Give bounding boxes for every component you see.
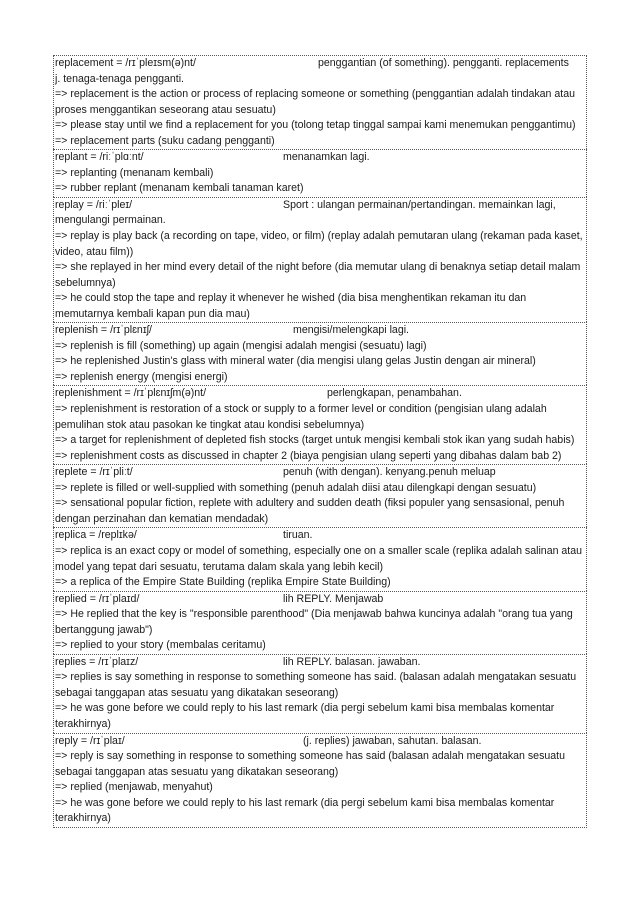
entry-definition: Sport : ulangan permainan/pertandingan. memainkan lagi, (283, 198, 556, 211)
entry-definition: (j. replies) jawaban, sahutan. balasan. (303, 734, 482, 747)
entry-term: replenish = /rɪˈplɛnɪʃ/ (55, 324, 152, 337)
entry-line: => replenishment costs as discussed in chapter 2 (biaya pengisian ulang seperti yang dibahas dalam bab 2) (55, 449, 562, 462)
entry-definition: lih REPLY. Menjawab (283, 592, 384, 605)
entry-term: replies = /rɪˈplaɪz/ (55, 655, 139, 668)
entry-line: mengulangi permainan. (55, 214, 166, 227)
entry-term: replay = /riːˈpleɪ/ (55, 198, 133, 211)
entry-line: => replete is filled or well-supplied with something (penuh adalah diisi atau dilengkapi dengan sesuatu) (55, 481, 537, 494)
dictionary-entry (53, 385, 587, 464)
dictionary-entry (53, 197, 587, 322)
entry-line: => replies is say something in response to something someone has said. (balasan adalah mengatakan sesuatu sebagai tanggapan atas sesuatu yang dikatakan seseorang) (55, 671, 577, 699)
entry-line: => replica is an exact copy or model of something, especially one on a smaller scale (replika adalah salinan atau model yang tepat dari sesuatu, terutama dalam skala yang lebih kecil) (55, 544, 583, 573)
entry-headline (55, 386, 584, 402)
dictionary-entry (53, 527, 587, 590)
entry-line: => replacement parts (suku cadang pengganti) (55, 134, 275, 147)
dictionary-entry (53, 654, 587, 733)
entry-line: => replied (menjawab, menyahut) (55, 781, 213, 794)
entry-headline (55, 528, 584, 544)
entry-line: => replanting (menanam kembali) (55, 166, 214, 179)
dictionary-entry (53, 591, 587, 654)
dictionary-entry (53, 149, 587, 197)
entry-line: => replenish energy (mengisi energi) (55, 370, 228, 383)
entry-definition: perlengkapan, penambahan. (327, 387, 462, 400)
entry-term: replant = /riːˈplɑːnt/ (55, 151, 144, 164)
entry-definition: mengisi/melengkapi lagi. (293, 324, 410, 337)
entry-term: reply = /rɪˈplaɪ/ (55, 734, 125, 747)
entry-line: => replay is play back (a recording on tape, video, or film) (replay adalah pemutaran ulang (rekaman pada kaset, video, atau film)) (55, 230, 583, 258)
entry-term: replica = /replɪkə/ (55, 529, 137, 542)
entry-line: => reply is say something in response to something someone has said (balasan adalah mengatakan sesuatu sebagai tanggapan atas sesuatu yang dikatakan seseorang) (55, 750, 565, 778)
dictionary-entry (53, 55, 587, 149)
entry-headline (55, 323, 584, 339)
entry-definition: menanamkan lagi. (283, 151, 370, 164)
entry-line: => he could stop the tape and replay it whenever he wished (dia bisa menghentikan rekaman itu dan memutarnya kembali kapan pun dia mau) (55, 292, 527, 320)
entry-term: replacement = /rɪˈpleɪsm(ə)nt/ (55, 57, 196, 69)
entry-line: => rubber replant (menanam kembali tanaman karet) (55, 182, 304, 195)
entry-line: => he replenished Justin's glass with mineral water (dia mengisi ulang gelas Justin dengan air mineral) (55, 355, 536, 368)
entry-definition: lih REPLY. balasan. jawaban. (283, 655, 421, 668)
entry-headline (55, 734, 584, 750)
entry-line: => replenishment is restoration of a stock or supply to a former level or condition (pengisian ulang adalah pemulihan stok atau pasokan ke tingkat atau kondisi sebelumnya) (55, 403, 547, 431)
entry-line: => a replica of the Empire State Building (replika Empire State Building) (55, 576, 391, 589)
entry-line: => sensational popular fiction, replete with adultery and sudden death (fiksi populer yang sensasional, penuh dengan perzinahan dan kematian mendadak) (55, 497, 565, 525)
entry-definition: penuh (with dengan). kenyang.penuh meluap (283, 466, 496, 479)
entry-headline (55, 592, 584, 608)
entry-line: j. tenaga-tenaga pengganti. (55, 72, 184, 85)
entry-term: replete = /rɪˈpliːt/ (55, 466, 133, 479)
entry-headline (55, 56, 584, 72)
entry-line: => a target for replenishment of depleted fish stocks (target untuk mengisi kembali stok ikan yang sudah habis) (55, 434, 575, 447)
dictionary-page (53, 55, 587, 828)
entry-headline (55, 150, 584, 166)
entry-line: => he was gone before we could reply to his last remark (dia pergi sebelum kami bisa membalas komentar terakhirnya) (55, 796, 555, 825)
entry-definition: penggantian (of something). pengganti. replacements (318, 57, 569, 69)
entry-term: replenishment = /rɪˈplɛnɪʃm(ə)nt/ (55, 387, 207, 400)
entry-line: => replenish is fill (something) up again (mengisi adalah mengisi (sesuatu) lagi) (55, 339, 427, 352)
entry-line: => he was gone before we could reply to his last remark (dia pergi sebelum kami bisa membalas komentar terakhirnya) (55, 702, 555, 730)
dictionary-entry (53, 464, 587, 527)
entry-term: replied = /rɪˈplaɪd/ (55, 592, 140, 605)
entry-line: => He replied that the key is "responsible parenthood" (Dia menjawab bahwa kuncinya adalah "orang tua yang bertanggung jawab") (55, 608, 573, 636)
entry-headline (55, 465, 584, 481)
entry-headline (55, 198, 584, 214)
entry-line: => replied to your story (membalas ceritamu) (55, 639, 266, 652)
entry-definition: tiruan. (283, 529, 313, 542)
entry-line: => she replayed in her mind every detail of the night before (dia memutar ulang di benaknya setiap detail malam sebelumnya) (55, 261, 581, 289)
entry-headline (55, 655, 584, 671)
entry-line: => please stay until we find a replacement for you (tolong tetap tinggal sampai kami menemukan penggantimu) (55, 119, 576, 132)
dictionary-entry (53, 733, 587, 828)
entry-line: => replacement is the action or process of replacing someone or something (penggantian adalah tindakan atau proses menggantikan seseorang atau sesuatu) (55, 88, 576, 116)
dictionary-entry (53, 322, 587, 385)
